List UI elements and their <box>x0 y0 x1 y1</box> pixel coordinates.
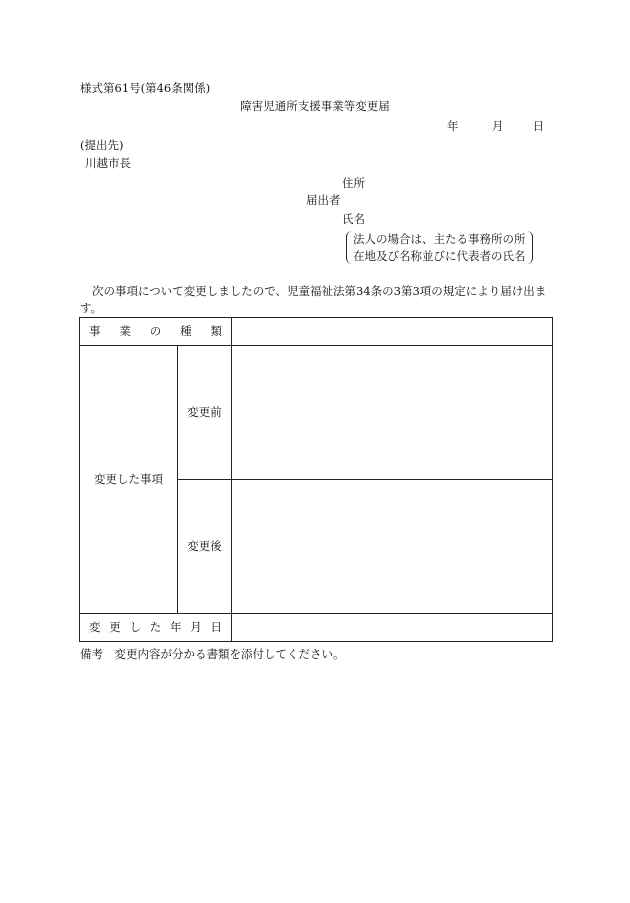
after-value[interactable] <box>232 480 553 614</box>
notifier-label: 届出者 <box>306 193 341 207</box>
body-text: 次の事項について変更しましたので、児童福祉法第34条の3第3項の規定により届け出ます。 <box>80 284 547 316</box>
remarks: 備考 変更内容が分かる書類を添付してください。 <box>80 647 345 661</box>
business-type-char: 業 <box>119 324 131 339</box>
corporate-note-line-2: 在地及び名称並びに代表者の氏名 <box>353 248 526 263</box>
day-label: 日 <box>532 119 545 133</box>
business-type-char: 種 <box>180 324 192 339</box>
change-table <box>79 317 553 642</box>
after-label: 変更後 <box>178 480 232 614</box>
year-label: 年 <box>447 119 459 133</box>
recipient: 川越市長 <box>85 156 131 170</box>
business-type-char: の <box>149 324 162 339</box>
month-label: 月 <box>491 119 504 133</box>
business-type-value[interactable] <box>232 318 553 346</box>
address-label: 住所 <box>342 176 365 190</box>
business-type-char: 類 <box>210 324 222 339</box>
change-date-value[interactable] <box>232 614 553 642</box>
before-label: 変更前 <box>178 346 232 480</box>
change-date-label <box>80 614 232 642</box>
date-line <box>447 118 544 134</box>
change-date-char: 更 <box>109 620 121 635</box>
corporate-note-line-1: 法人の場合は、主たる事務所の所 <box>353 232 526 246</box>
business-type-row <box>80 318 553 346</box>
form-number: 様式第61号(第46条関係) <box>80 81 211 95</box>
change-date-char: し <box>129 620 141 635</box>
business-type-char: 事 <box>89 324 101 339</box>
change-date-char: 変 <box>89 620 101 635</box>
change-date-char: 年 <box>170 620 182 635</box>
change-date-char: 日 <box>210 620 222 635</box>
change-date-char: 月 <box>190 620 202 635</box>
before-value[interactable] <box>232 346 553 480</box>
name-label: 氏名 <box>342 212 365 226</box>
change-date-row <box>80 614 553 642</box>
submit-to-label: (提出先) <box>80 138 124 152</box>
before-row <box>80 346 553 480</box>
changed-items-label: 変更した事項 <box>80 346 178 614</box>
document-title: 障害児通所支援事業等変更届 <box>240 99 390 113</box>
change-date-char: た <box>149 620 162 635</box>
business-type-label <box>80 318 232 346</box>
corporate-note <box>346 231 533 264</box>
